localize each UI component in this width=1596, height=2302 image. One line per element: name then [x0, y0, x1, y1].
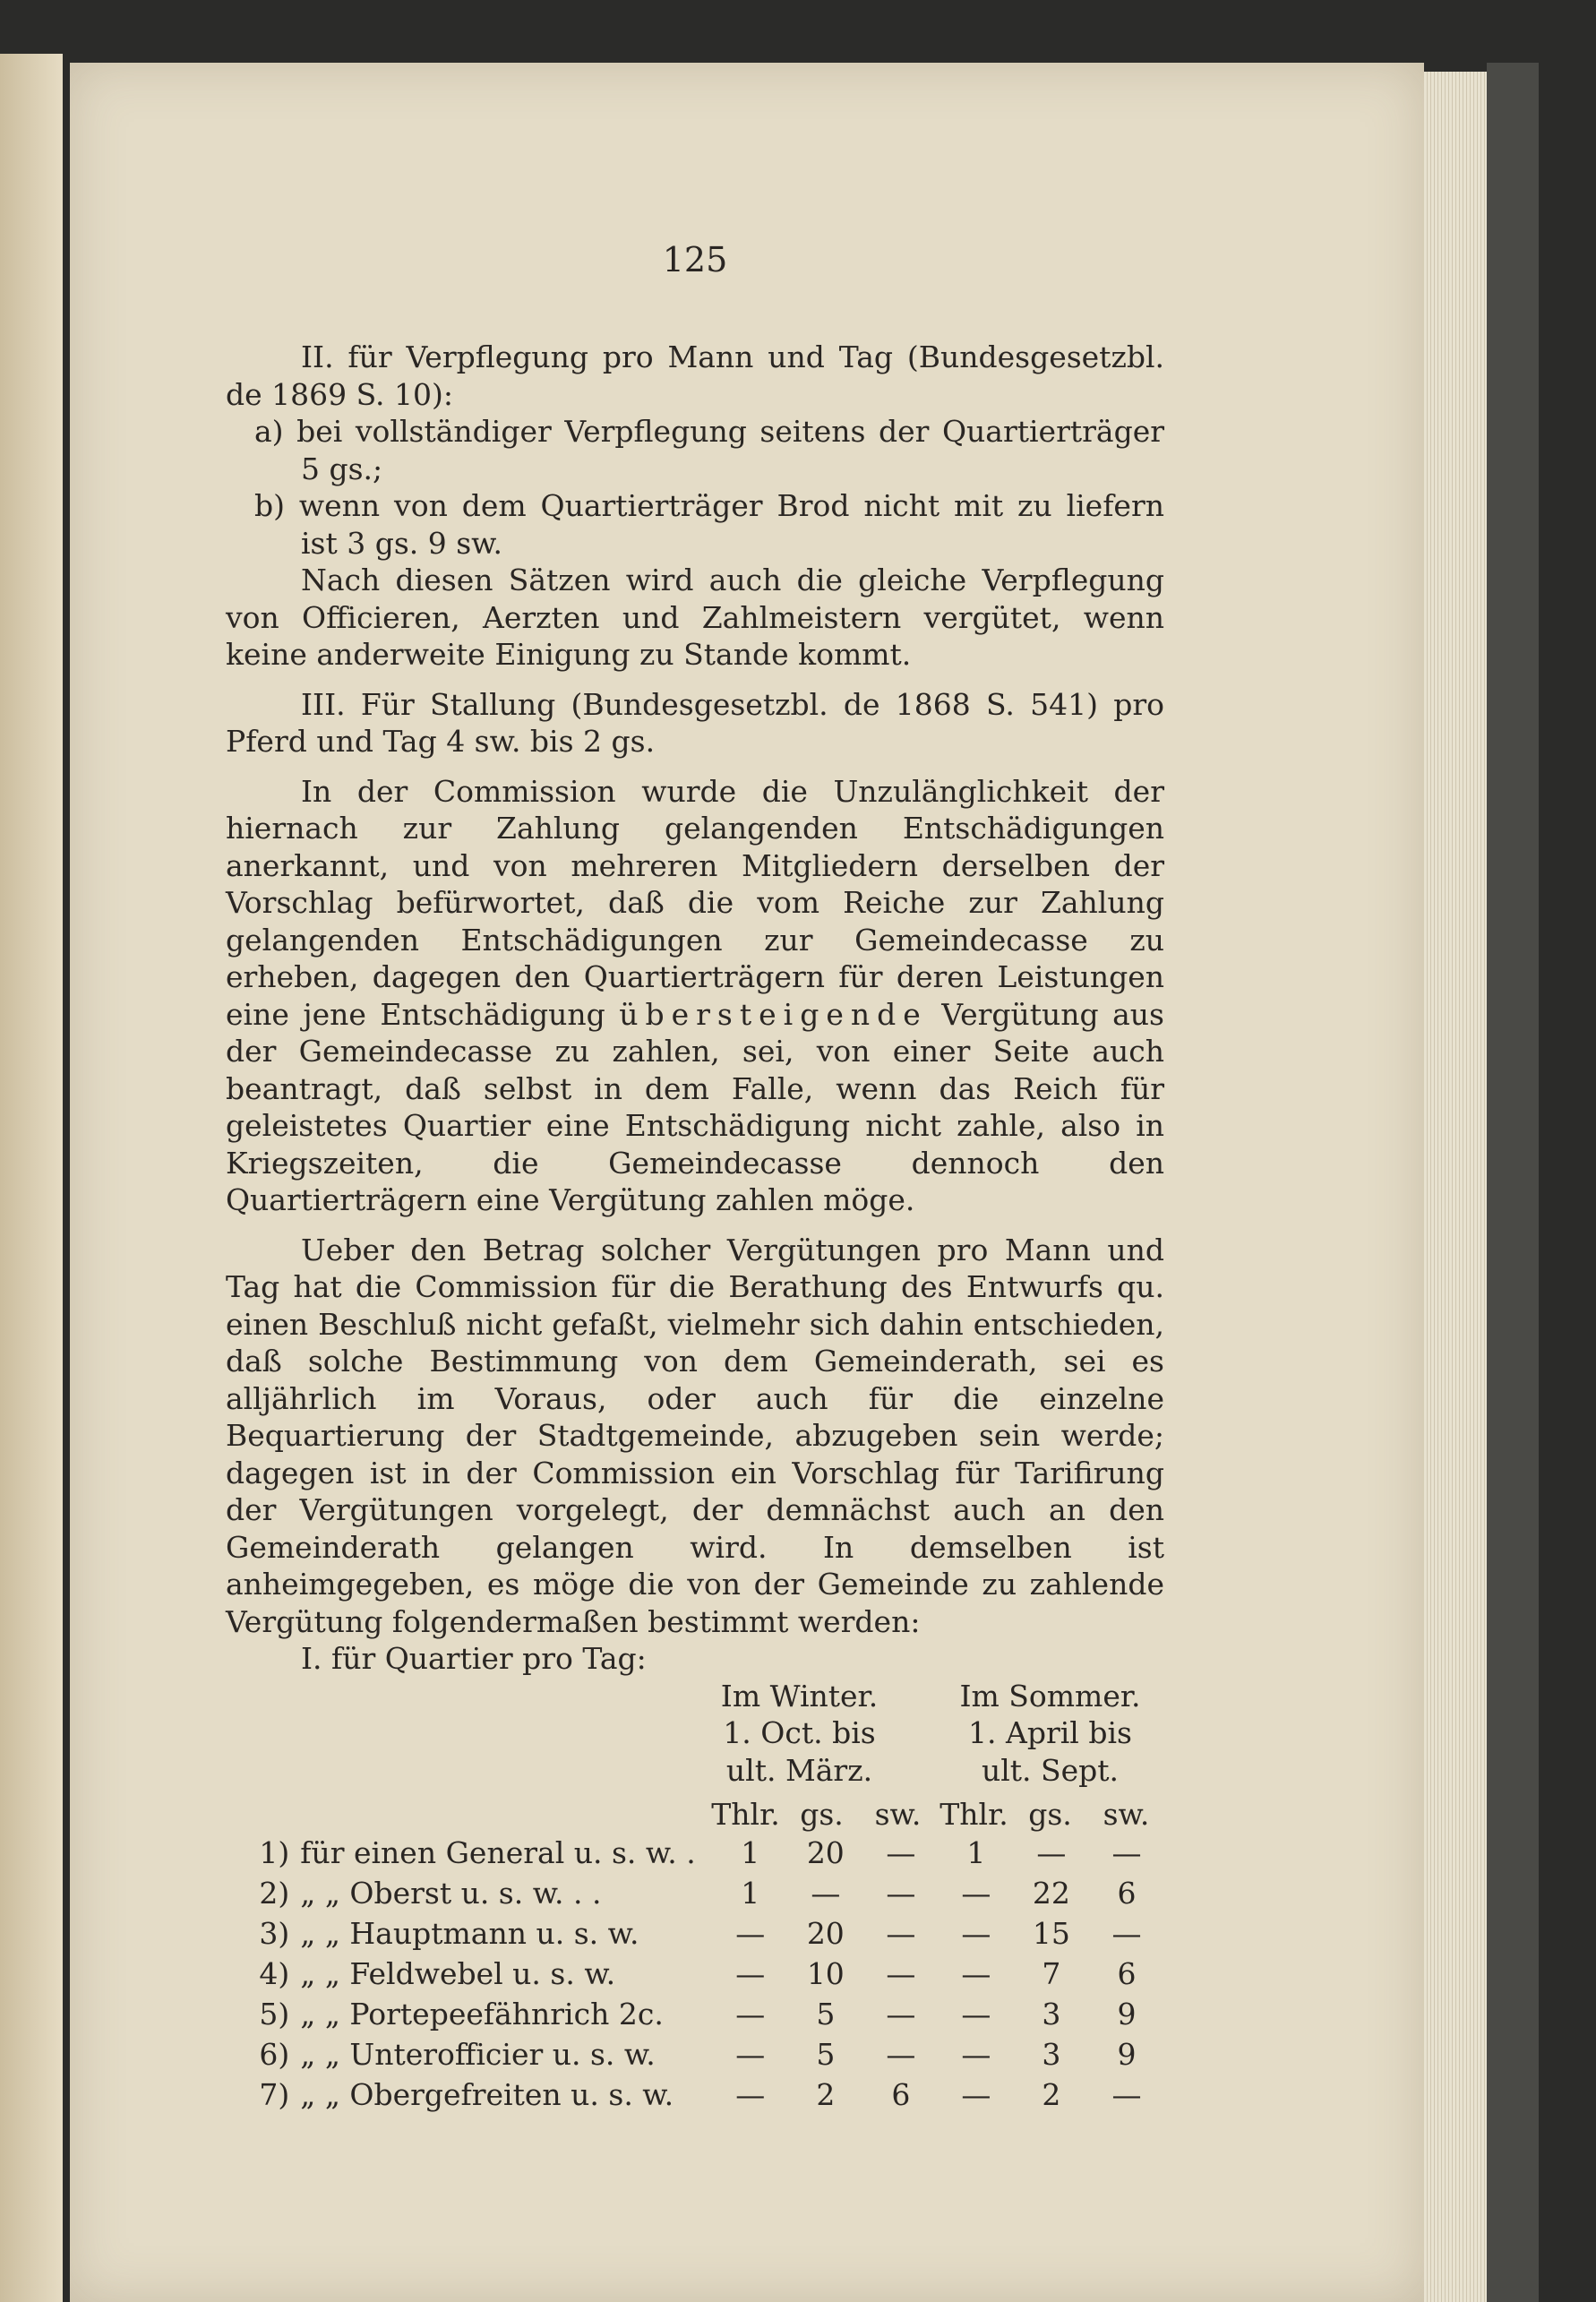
commission-text-a: In der Commission wurde die Unzulänglichkeit der hiernach zur Zahlung gelangenden Entschädigungen anerkannt, und von mehreren Mitgliedern derselben der Vorschlag befürwortet, daß die vom Reiche zur Zahlung gelangenden Entschädigungen zur Gemeindecasse zu erheben, dagegen den Quartierträgern für deren Leistungen eine jene Entschädigung: [226, 773, 1164, 1032]
winter-to: ult. März.: [725, 1752, 873, 1788]
unit-sw: sw.: [874, 1797, 922, 1832]
table-row: 1) für einen General u. s. w. . 1 20 — 1 — —: [259, 1835, 1142, 1871]
table-row: 7) „ „ Obergefreiten u. s. w. — 2 6 — 2 —: [259, 2077, 1142, 2113]
quartier-table: [226, 1834, 1164, 2116]
table-unit-header: [226, 1796, 1164, 1834]
page-stack-edge: [1424, 72, 1487, 2302]
table-row: 5) „ „ Portepeefähnrich 2c. — 5 — — 3 9: [259, 1997, 1137, 2032]
table-season-header: [226, 1678, 1164, 1790]
paragraph-officers: Nach diesen Sätzen wird auch die gleiche Verpflegung von Officieren, Aerzten und Zahlmeistern vergütet, wenn keine anderweite Einigung zu Stande kommt.: [226, 563, 1164, 672]
book-cover: [1487, 63, 1539, 2302]
paragraph-commission: [226, 773, 1164, 1219]
winter-title: Im Winter.: [720, 1678, 879, 1714]
emphasis-text: übersteigende: [619, 996, 928, 1032]
table-row: 6) „ „ Unterofficier u. s. w. — 5 — — 3 9: [259, 2037, 1137, 2073]
unit-gs: gs.: [800, 1797, 844, 1832]
unit-sw: sw.: [1103, 1797, 1150, 1832]
unit-thlr: Thlr.: [711, 1797, 780, 1832]
left-page-edge: [0, 54, 63, 2302]
table-row: 4) „ „ Feldwebel u. s. w. — 10 — — 7 6: [259, 1956, 1137, 1992]
paragraph-quartier: I. für Quartier pro Tag:: [301, 1641, 647, 1676]
item-a: a) bei vollständiger Verpflegung seitens der Quartierträger 5 gs.;: [254, 414, 1164, 486]
paragraph-verpflegung: II. für Verpflegung pro Mann und Tag (Bundesgesetzbl. de 1869 S. 10):: [226, 339, 1164, 412]
table-row: 2) „ „ Oberst u. s. w. . . 1 — — — 22 6: [259, 1876, 1137, 1911]
paragraph-verguetungen: Ueber den Betrag solcher Vergütungen pro Mann und Tag hat die Commission für die Berathung des Entwurfs qu. einen Beschluß nicht gefaßt, vielmehr sich dahin entschieden, daß solche Bestimmung von dem Gemeinderath, sei es alljährlich im Voraus, oder auch für die einzelne Bequartierung der Stadtgemeinde, abzugeben sein werde; dagegen ist in der Commission ein Vorschlag für Tarifirung der Vergütungen vorgelegt, der demnächst auch an den Gemeinderath gelangen wird. In demselben ist anheimgegeben, es möge die von der Gemeinde zu zahlende Vergütung folgendermaßen bestimmt werden:: [226, 1232, 1164, 1639]
summer-to: ult. Sept.: [981, 1752, 1120, 1788]
winter-header: [685, 1678, 914, 1790]
item-b: b) wenn von dem Quartierträger Brod nicht mit zu liefern ist 3 gs. 9 sw.: [254, 488, 1164, 561]
page-number: 125: [662, 240, 728, 279]
table-row: 3) „ „ Hauptmann u. s. w. — 20 — — 15 —: [259, 1916, 1142, 1952]
paragraph-stallung: III. Für Stallung (Bundesgesetzbl. de 1868 S. 541) pro Pferd und Tag 4 sw. bis 2 gs.: [226, 686, 1164, 759]
winter-from: 1. Oct. bis: [723, 1715, 876, 1750]
unit-gs: gs.: [1028, 1797, 1072, 1832]
unit-thlr: Thlr.: [940, 1797, 1008, 1832]
commission-text-b: Vergütung aus der Gemeindecasse zu zahlen, sei, von einer Seite auch beantragt, daß selbst in dem Falle, wenn das Reich für geleistetes Quartier eine Entschädigung nicht zahle, also in Kriegszeiten, die Gemeindecasse dennoch den Quartierträgern eine Vergütung zahlen möge.: [226, 996, 1164, 1217]
summer-from: 1. April bis: [968, 1715, 1132, 1750]
summer-header: [936, 1678, 1164, 1790]
text-block: [226, 242, 1164, 2116]
summer-title: Im Sommer.: [959, 1678, 1141, 1714]
